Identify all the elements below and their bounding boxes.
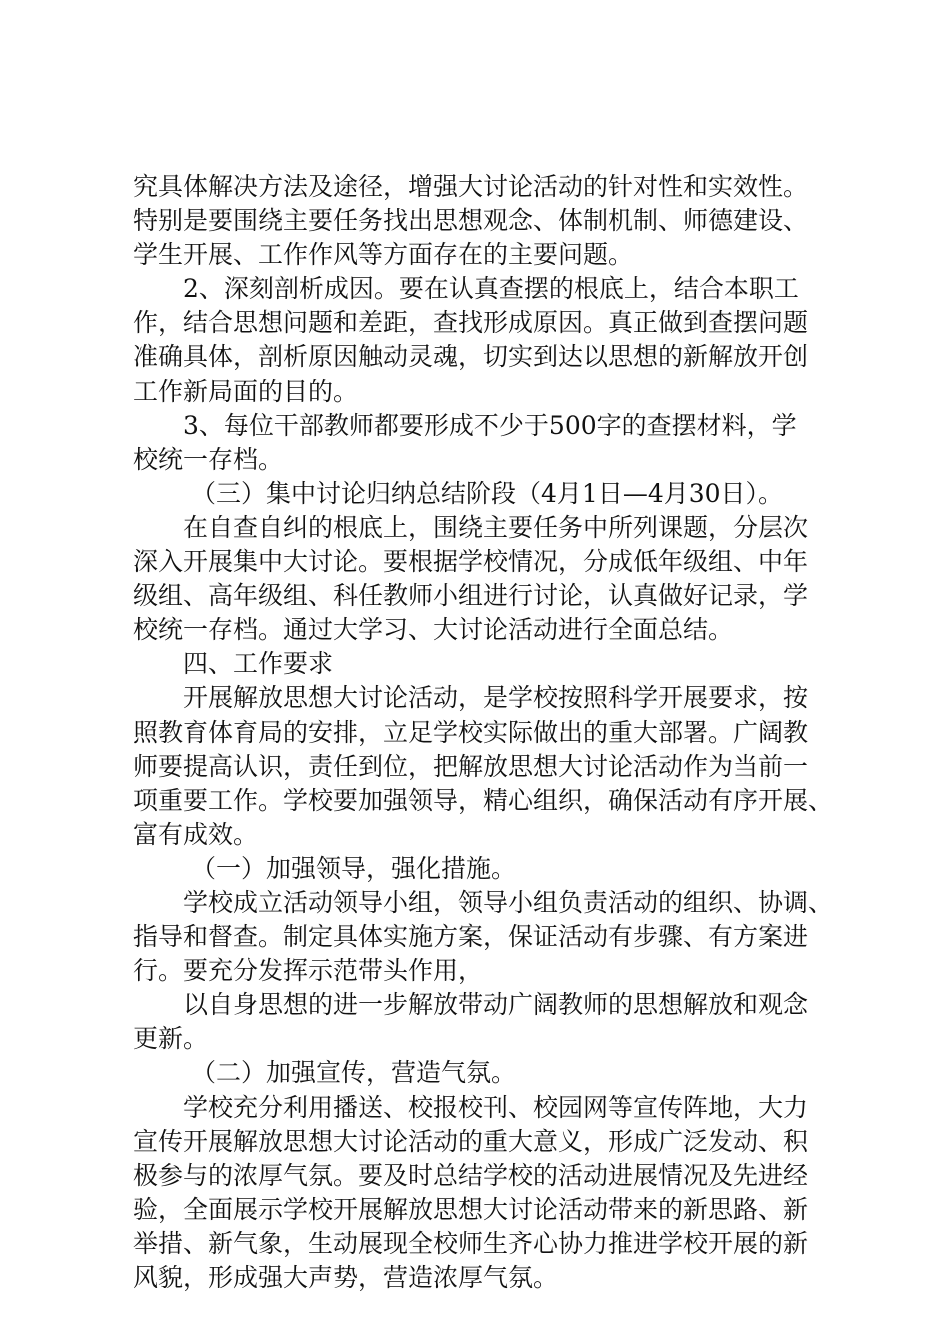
text-line: 照教育体育局的安排，立足学校实际做出的重大部署。广阔教	[133, 717, 809, 747]
text-line: 宣传开展解放思想大讨论活动的重大意义，形成广泛发动、积	[133, 1126, 809, 1156]
text-line: 师要提高认识，责任到位，把解放思想大讨论活动作为当前一	[133, 751, 809, 781]
text-line: （二）加强宣传，营造气氛。	[191, 1058, 517, 1088]
text-line: 深入开展集中大讨论。要根据学校情况，分成低年级组、中年	[133, 547, 809, 577]
text-line: 3、每位干部教师都要形成不少于500字的查摆材料，学	[183, 410, 797, 440]
text-line: 2、深刻剖析成因。要在认真查摆的根底上，结合本职工	[183, 274, 799, 304]
text-line: 极参与的浓厚气氛。要及时总结学校的活动进展情况及先进经	[133, 1160, 809, 1190]
text-line: 特别是要围绕主要任务找出思想观念、体制机制、师德建设、	[133, 206, 809, 236]
text-line: 以自身思想的进一步解放带动广阔教师的思想解放和观念	[183, 990, 809, 1020]
text-line: （一）加强领导，强化措施。	[191, 853, 517, 883]
document-body	[133, 170, 833, 1295]
text-line: 准确具体，剖析原因触动灵魂，切实到达以思想的新解放开创	[133, 342, 809, 372]
text-line: 开展解放思想大讨论活动，是学校按照科学开展要求，按	[183, 683, 809, 713]
text-line: 指导和督查。制定具体实施方案，保证活动有步骤、有方案进	[133, 922, 809, 952]
text-line: 工作新局面的目的。	[133, 376, 359, 406]
text-line: 学生开展、工作作风等方面存在的主要问题。	[133, 240, 634, 270]
text-line: 富有成效。	[133, 819, 259, 849]
text-line: 举措、新气象，生动展现全校师生齐心协力推进学校开展的新	[133, 1228, 809, 1258]
text-line: 级组、高年级组、科任教师小组进行讨论，认真做好记录，学	[133, 581, 809, 611]
text-line: （三）集中讨论归纳总结阶段（4月1日—4月30日）。	[191, 478, 784, 508]
text-line: 项重要工作。学校要加强领导，精心组织，确保活动有序开展、	[133, 785, 834, 815]
text-line: 校统一存档。	[133, 444, 284, 474]
text-line: 学校充分利用播送、校报校刊、校园网等宣传阵地，大力	[183, 1092, 809, 1122]
text-line: 究具体解决方法及途径，增强大讨论活动的针对性和实效性。	[133, 172, 809, 201]
text-line: 在自查自纠的根底上，围绕主要任务中所列课题，分层次	[183, 512, 809, 542]
text-line: 作，结合思想问题和差距，查找形成原因。真正做到查摆问题	[133, 308, 809, 338]
text-line: 验，全面展示学校开展解放思想大讨论活动带来的新思路、新	[133, 1194, 809, 1224]
text-line: 风貌，形成强大声势，营造浓厚气氛。	[133, 1263, 559, 1292]
text-line: 校统一存档。通过大学习、大讨论活动进行全面总结。	[133, 615, 734, 645]
text-line: 行。要充分发挥示范带头作用，	[133, 956, 484, 986]
text-line: 四、工作要求	[183, 649, 334, 679]
text-line: 更新。	[133, 1024, 209, 1054]
text-line: 学校成立活动领导小组，领导小组负责活动的组织、协调、	[183, 887, 834, 917]
